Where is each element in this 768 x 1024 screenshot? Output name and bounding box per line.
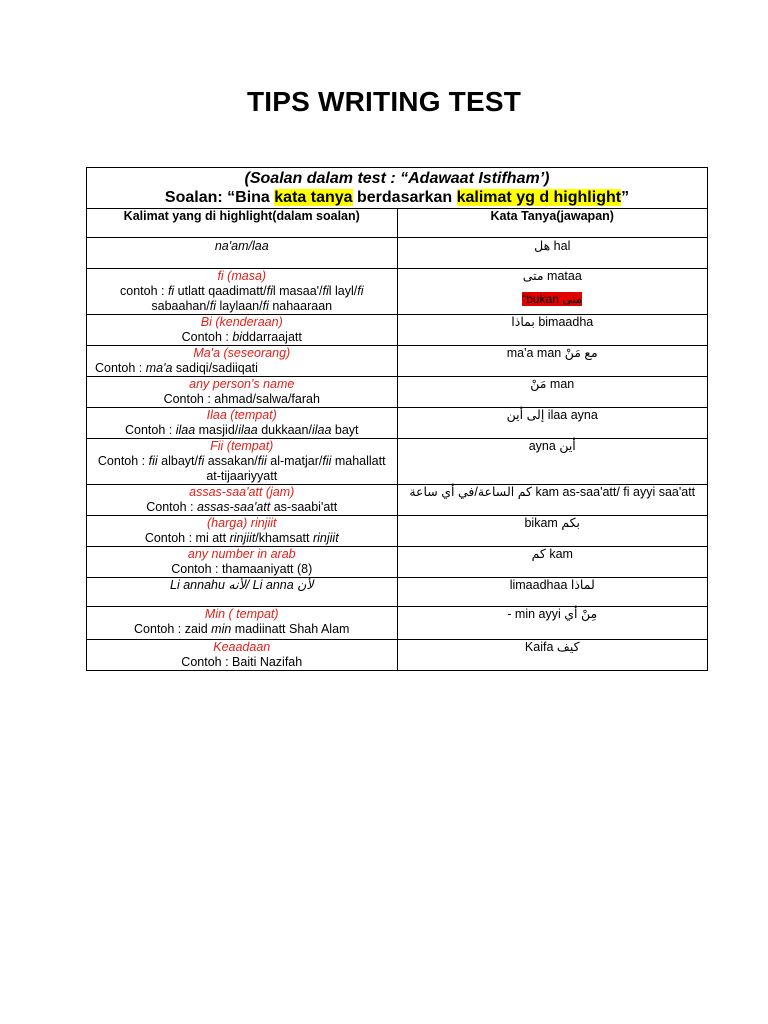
row-left-cell [87, 346, 398, 377]
instruction-cell [87, 168, 708, 209]
highlight-kalimat: kalimat yg d highlight [456, 189, 622, 206]
row-right-cell: limaadhaa لماذا [397, 578, 708, 607]
table-row [87, 485, 708, 516]
table-row [87, 315, 708, 346]
row-title: Bi (kenderaan) [200, 315, 283, 329]
row-example: Contoh : ahmad/salwa/farah [163, 392, 320, 406]
row-title: fi (masa) [217, 269, 267, 283]
row-left-cell [87, 315, 398, 346]
row-example: Contoh : ilaa masjid/ilaa dukkaan/ilaa bayt [124, 423, 359, 437]
row-title: assas-saa'att (jam) [189, 485, 295, 499]
question-table [86, 167, 708, 671]
row-title: Keaadaan [213, 640, 271, 654]
row-example: contoh : fi utlatt qaadimatt/fil masaa'/fil layl/fi sabaahan/fi laylaan/fi nahaaraan [120, 284, 364, 313]
row-left-cell [87, 269, 398, 315]
row-title: Min ( tempat) [204, 607, 279, 621]
page-title: TIPS WRITING TEST [246, 86, 522, 117]
row-right-cell: كم kam [397, 547, 708, 578]
row-example: Contoh : mi att rinjiit/khamsatt rinjiit [144, 531, 339, 545]
table-row [87, 640, 708, 671]
row-left-cell [87, 547, 398, 578]
row-right-cell: ma'a man مع مَنْ [397, 346, 708, 377]
row-left-cell: Li annahu لأنه/ Li anna لأن [87, 578, 398, 607]
table-row [87, 238, 708, 269]
column-header-right: Kata Tanya(jawapan) [397, 209, 708, 238]
table-row [87, 516, 708, 547]
row-right-cell: مَنْ man [397, 377, 708, 408]
table-row [87, 408, 708, 439]
table-row [87, 547, 708, 578]
instruction-title: (Soalan dalam test : “Adawaat Istifham’) [244, 170, 550, 187]
row-title: any person's name [189, 377, 295, 391]
row-left-cell [87, 377, 398, 408]
bukan-note: “bukan متى [522, 292, 583, 306]
row-left-cell [87, 640, 398, 671]
column-header-row [87, 209, 708, 238]
row-title: Ilaa (tempat) [206, 408, 277, 422]
row-right-cell: هل hal [397, 238, 708, 269]
table-row [87, 346, 708, 377]
row-example: Contoh : Baiti Nazifah [181, 655, 303, 669]
row-right-cell: بماذا bimaadha [397, 315, 708, 346]
row-example: Contoh : assas-saa'att as-saabi'att [146, 500, 338, 514]
row-title: (harga) rinjiit [207, 516, 277, 530]
row-right-cell: كم الساعة/في أي ساعة kam as-saa'att/ fi ayyi saa'att [397, 485, 708, 516]
row-title: Ma'a (seseorang) [193, 346, 291, 360]
row-left-cell: na'am/laa [87, 238, 398, 269]
row-example: Contoh : fii albayt/fi assakan/fii al-matjar/fii mahallatt at-tijaariyyatt [97, 454, 386, 483]
column-header-left: Kalimat yang di highlight(dalam soalan) [87, 209, 398, 238]
row-answer: متى mataa [522, 269, 582, 283]
table-row [87, 269, 708, 315]
row-right-cell: - min ayyi مِنْ أي [397, 607, 708, 640]
table-row [87, 377, 708, 408]
row-left-cell [87, 516, 398, 547]
row-title: any number in arab [187, 547, 296, 561]
row-right-cell: إلى أين ilaa ayna [397, 408, 708, 439]
table-row [87, 578, 708, 607]
row-left-cell [87, 439, 398, 485]
highlight-kata-tanya: kata tanya [274, 189, 353, 206]
table-row [87, 439, 708, 485]
row-left-cell [87, 485, 398, 516]
row-right-cell: Kaifa كيف [397, 640, 708, 671]
row-title: Fii (tempat) [210, 439, 274, 453]
row-right-cell: bikam بكم [397, 516, 708, 547]
instruction-text: Soalan: “Bina kata tanya berdasarkan kalimat yg d highlight” [164, 189, 630, 206]
table-header-row [87, 168, 708, 209]
table-row [87, 607, 708, 640]
row-right-cell: ayna أين [397, 439, 708, 485]
row-left-cell [87, 607, 398, 640]
row-example: Contoh : zaid min madiinatt Shah Alam [134, 622, 350, 636]
row-left-cell [87, 408, 398, 439]
row-example: Contoh : thamaaniyatt (8) [171, 562, 313, 576]
row-example: Contoh : ma'a sadiqi/sadiiqati [95, 361, 258, 375]
row-example: Contoh : biddarraajatt [181, 330, 302, 344]
row-right-cell [397, 269, 708, 315]
